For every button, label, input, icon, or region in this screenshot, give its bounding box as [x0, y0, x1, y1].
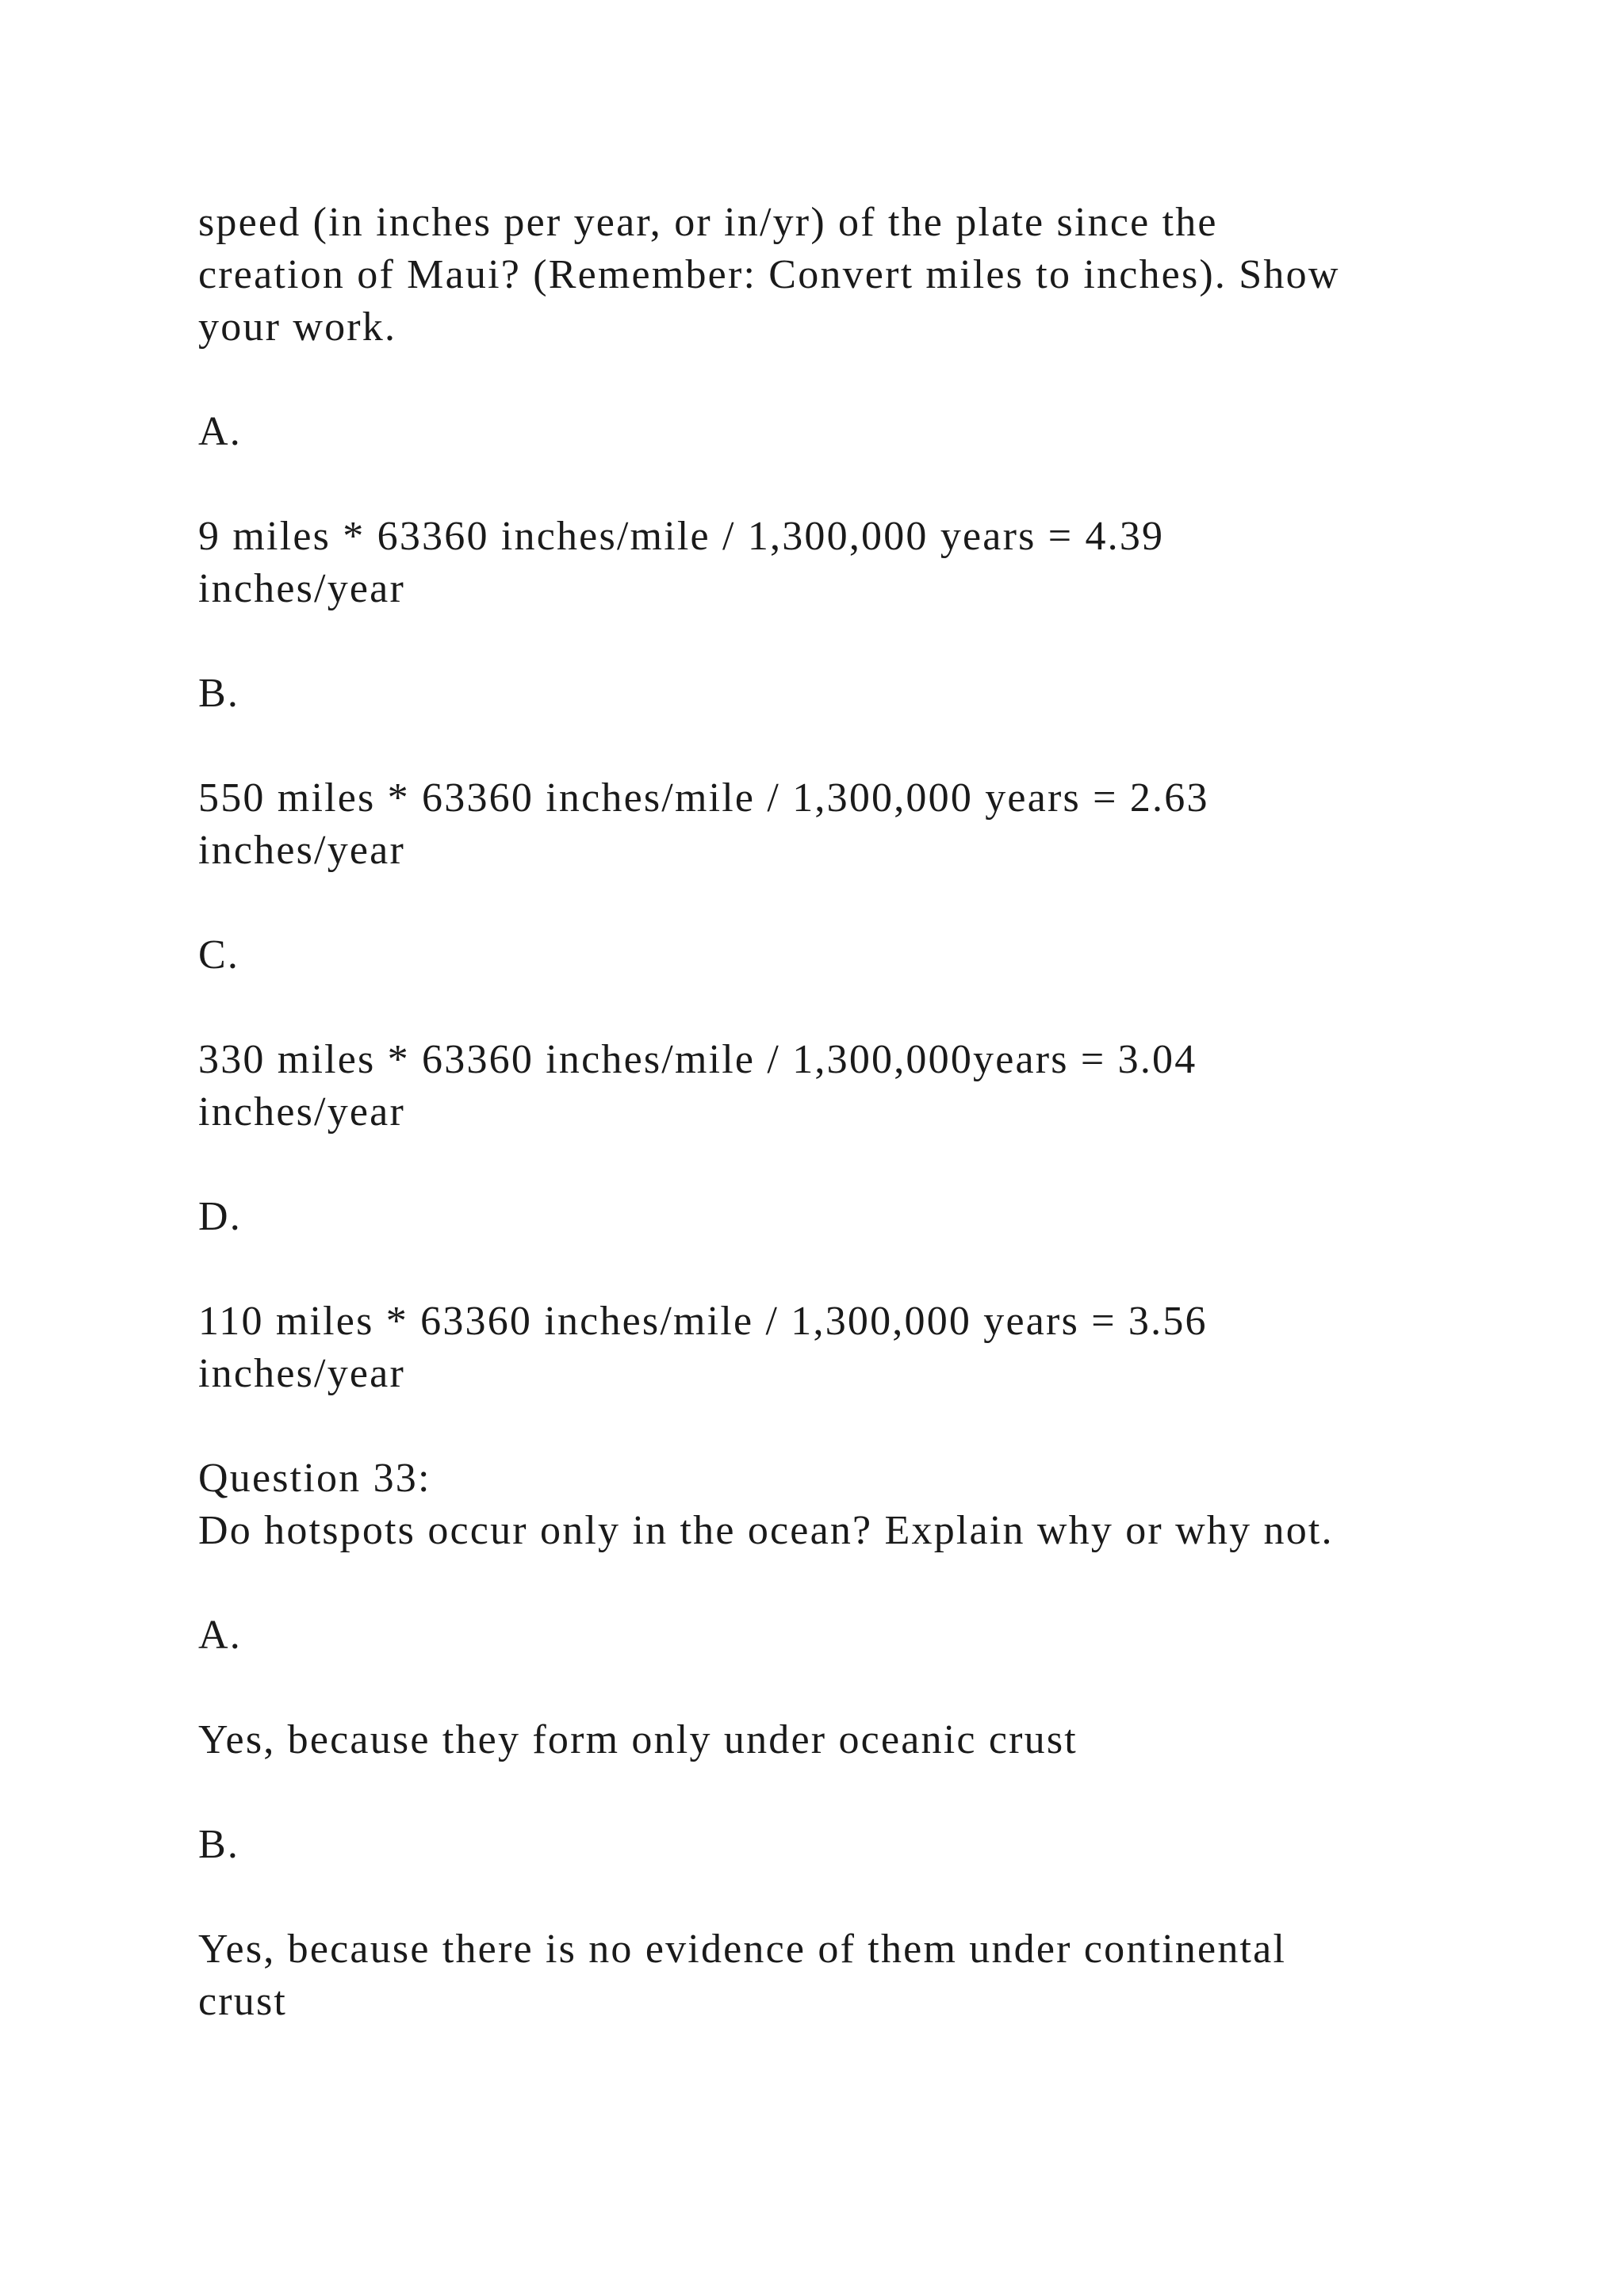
question-33-text: Do hotspots occur only in the ocean? Explain why or why not. [198, 1508, 1334, 1553]
option-b-letter: B. [198, 671, 240, 716]
q33-option-a-letter: A. [198, 1613, 242, 1658]
option-a-text: 9 miles * 63360 inches/mile / 1,300,000 years = 4.39 inches/year [198, 514, 1165, 611]
question-32-continuation: speed (in inches per year, or in/yr) of the plate since the creation of Maui? (Remember: Convert miles to inches). Show your work. [198, 200, 1340, 350]
q33-option-b-text: Yes, because there is no evidence of them under continental crust [198, 1927, 1287, 2024]
document-content [198, 197, 1546, 2080]
option-a-letter: A. [198, 409, 242, 454]
q33-option-a-text: Yes, because they form only under oceanic crust [198, 1717, 1078, 1762]
option-d-text: 110 miles * 63360 inches/mile / 1,300,000 years = 3.56 inches/year [198, 1299, 1208, 1396]
option-c-letter: C. [198, 932, 240, 978]
option-c-text: 330 miles * 63360 inches/mile / 1,300,000years = 3.04 inches/year [198, 1037, 1197, 1135]
q33-option-b-letter: B. [198, 1822, 240, 1867]
option-d-letter: D. [198, 1194, 242, 1239]
question-33-heading: Question 33: [198, 1456, 431, 1501]
option-b-text: 550 miles * 63360 inches/mile / 1,300,000 years = 2.63 inches/year [198, 775, 1209, 873]
